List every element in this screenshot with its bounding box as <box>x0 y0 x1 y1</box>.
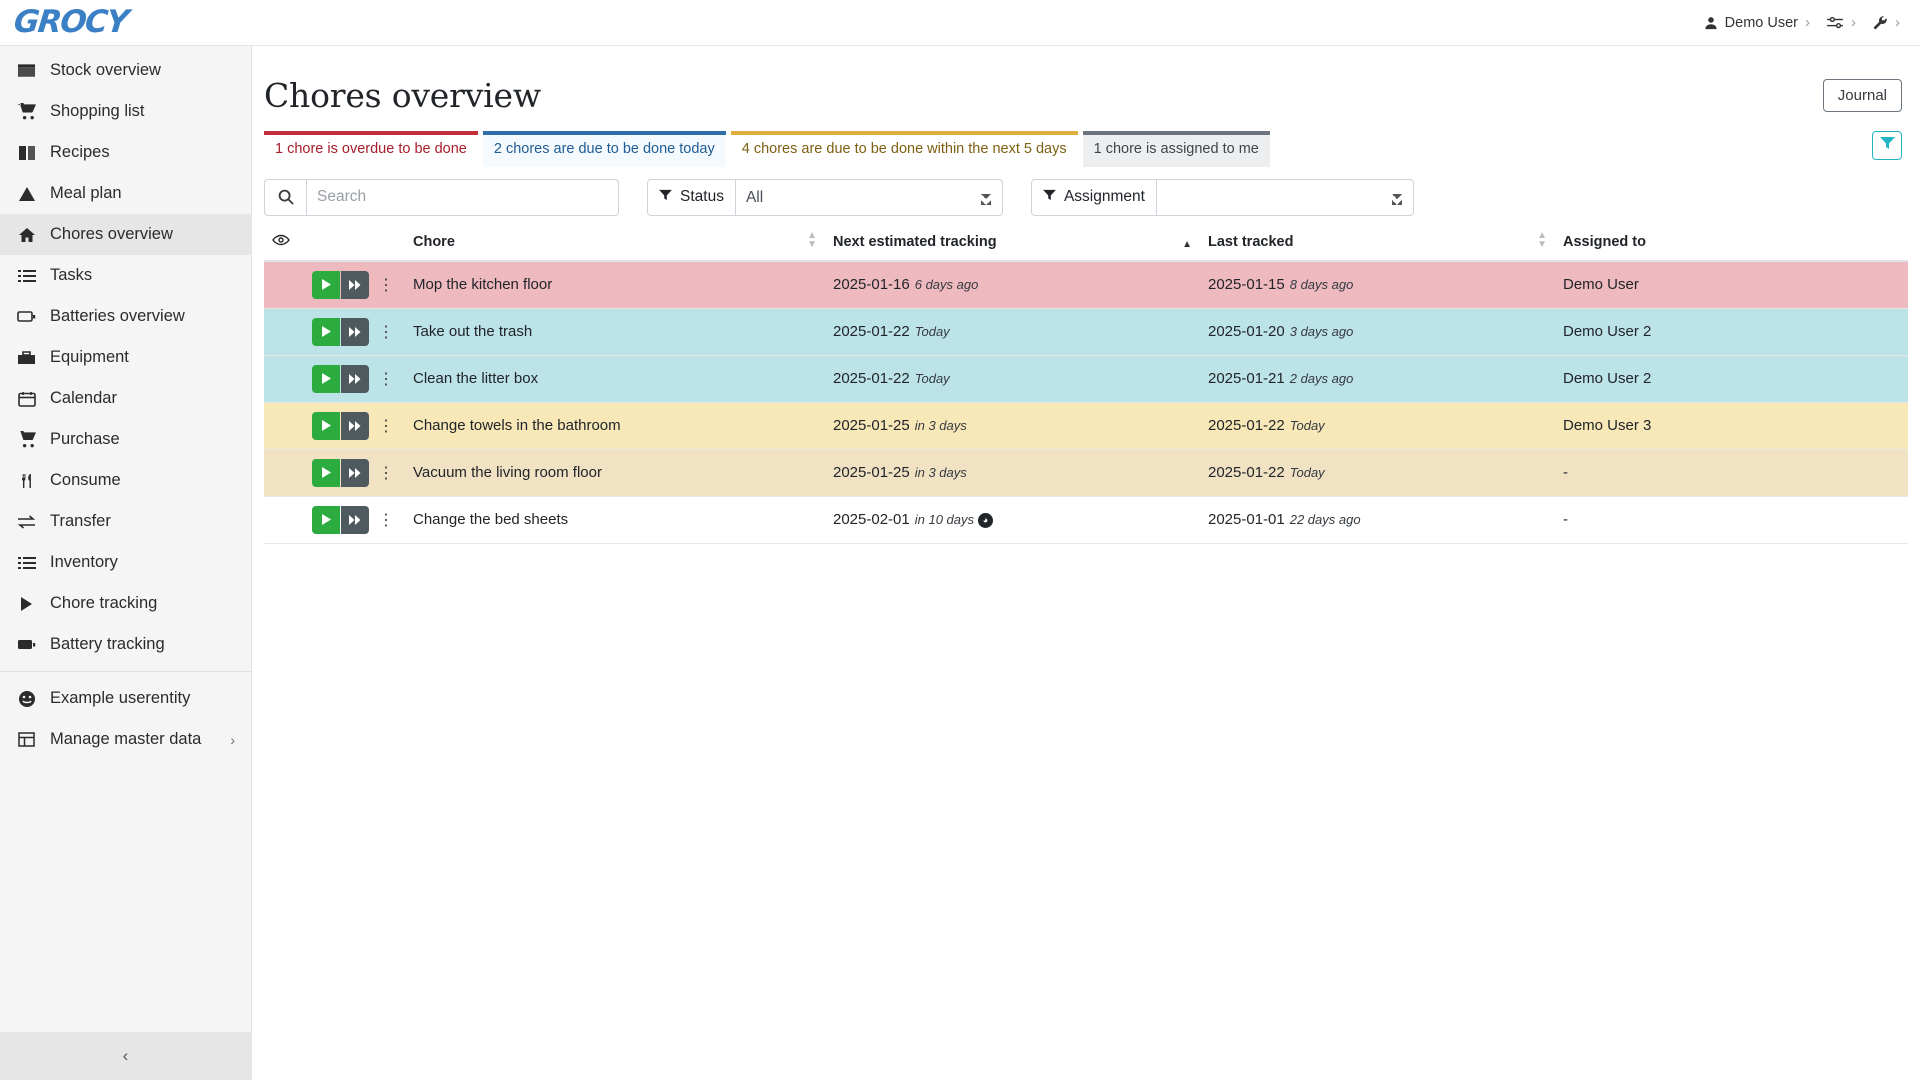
book-icon <box>16 145 37 161</box>
last-date: 2025-01-22 <box>1208 464 1285 482</box>
chores-table-body <box>264 261 1908 544</box>
fork-knife-icon <box>16 473 37 489</box>
sidebar-item-label: Battery tracking <box>50 635 165 653</box>
sidebar-item-label: Manage master data <box>50 730 202 748</box>
top-bar <box>0 0 1920 46</box>
chores-table-head <box>264 228 1908 261</box>
column-chore[interactable] <box>405 228 825 261</box>
track-chore-button[interactable] <box>312 271 340 299</box>
last-relative: Today <box>1289 465 1325 481</box>
sidebar-item-manage-master-data[interactable] <box>0 719 251 760</box>
assignment-filter-select[interactable] <box>1156 179 1414 216</box>
journal-button[interactable]: Journal <box>1823 79 1902 112</box>
sidebar-item-transfer[interactable] <box>0 501 251 542</box>
row-menu-button[interactable]: ⋮ <box>378 276 394 294</box>
clipboard-icon <box>16 556 37 570</box>
chevron-right-icon: › <box>1851 14 1856 31</box>
last-date: 2025-01-20 <box>1208 323 1285 341</box>
assignment-filter-group <box>1031 179 1414 216</box>
battery-charging-icon <box>16 638 37 651</box>
sidebar-item-label: Meal plan <box>50 184 122 202</box>
next-relative: in 3 days <box>914 465 967 481</box>
eye-icon <box>272 234 290 250</box>
play-icon <box>16 596 37 612</box>
table-header-row <box>264 228 1908 261</box>
chevron-right-icon: › <box>230 731 235 748</box>
next-estimated-tracking <box>825 402 1200 449</box>
box-icon <box>16 63 37 79</box>
battery-icon <box>16 310 37 323</box>
chart-icon <box>16 186 37 202</box>
status-filter-label-text: Status <box>680 188 724 206</box>
sidebar-item-consume[interactable] <box>0 460 251 501</box>
next-relative: Today <box>914 324 950 340</box>
brand-logo-container[interactable] <box>0 0 252 45</box>
status-badge-due-soon[interactable]: 4 chores are due to be done within the next 5 days <box>731 131 1078 167</box>
last-date: 2025-01-21 <box>1208 370 1285 388</box>
skip-chore-button[interactable] <box>341 459 369 487</box>
skip-chore-button[interactable] <box>341 412 369 440</box>
next-relative: Today <box>914 371 950 387</box>
sidebar-item-label: Equipment <box>50 348 129 366</box>
grocy-logo: GROCY <box>12 4 130 40</box>
row-action-group <box>312 271 397 299</box>
column-visibility-toggle[interactable] <box>264 228 304 261</box>
next-relative: in 3 days <box>914 418 967 434</box>
last-relative: 3 days ago <box>1289 324 1354 340</box>
column-assigned-to[interactable] <box>1555 228 1908 261</box>
next-relative: in 10 days <box>914 512 974 528</box>
sidebar-item-label: Batteries overview <box>50 307 185 325</box>
filter-icon <box>1880 136 1895 155</box>
sidebar-item-label: Calendar <box>50 389 117 407</box>
row-actions <box>304 449 405 496</box>
status-badge-due-today[interactable]: 2 chores are due to be done today <box>483 131 726 167</box>
last-tracked <box>1200 261 1555 309</box>
table-row[interactable] <box>264 308 1908 355</box>
user-icon <box>1704 16 1718 30</box>
wrench-icon <box>1872 15 1888 31</box>
assigned-to: Demo User 2 <box>1555 308 1908 355</box>
toolbox-icon <box>16 350 37 365</box>
cart-icon <box>16 103 37 120</box>
sidebar-item-purchase[interactable] <box>0 419 251 460</box>
row-spacer <box>264 355 304 402</box>
row-menu-button[interactable]: ⋮ <box>378 370 394 388</box>
sidebar-item-stock-overview[interactable] <box>0 50 251 91</box>
cart-plus-icon <box>16 431 37 448</box>
row-menu-button[interactable]: ⋮ <box>378 417 394 435</box>
row-action-group <box>312 365 397 393</box>
chores-table <box>264 228 1908 544</box>
row-actions <box>304 355 405 402</box>
status-filter-select[interactable] <box>735 179 1003 216</box>
sidebar-item-chores-overview[interactable] <box>0 214 251 255</box>
chevron-right-icon: › <box>1805 14 1810 31</box>
sidebar-divider <box>0 671 251 672</box>
row-actions <box>304 308 405 355</box>
sort-indicator: ▲ ▼ <box>807 229 817 250</box>
chore-name: Clean the litter box <box>405 355 825 402</box>
last-relative: 22 days ago <box>1289 512 1361 528</box>
column-chore-label: Chore <box>413 233 455 250</box>
last-tracked <box>1200 355 1555 402</box>
smiley-icon <box>16 690 37 708</box>
table-row[interactable] <box>264 355 1908 402</box>
row-spacer <box>264 402 304 449</box>
column-next-estimated-tracking-label: Next estimated tracking <box>833 233 997 250</box>
row-action-group <box>312 412 397 440</box>
sort-indicator: ▲ ▼ <box>1537 229 1547 250</box>
main-content <box>252 46 1920 1080</box>
list-icon <box>16 269 37 283</box>
assigned-to: - <box>1555 496 1908 543</box>
row-spacer <box>264 308 304 355</box>
assignment-filter-label <box>1031 179 1156 216</box>
table-row[interactable] <box>264 449 1908 496</box>
next-date: 2025-01-22 <box>833 370 910 388</box>
chore-name: Take out the trash <box>405 308 825 355</box>
sidebar-item-battery-tracking[interactable] <box>0 624 251 665</box>
row-action-group <box>312 318 397 346</box>
column-actions <box>304 228 405 261</box>
skip-chore-button[interactable] <box>341 506 369 534</box>
clock-icon: ◕ <box>978 513 993 528</box>
next-date: 2025-02-01 <box>833 511 910 529</box>
user-name: Demo User <box>1724 14 1798 31</box>
next-estimated-tracking <box>825 355 1200 402</box>
sidebar-item-batteries-overview[interactable] <box>0 296 251 337</box>
sidebar-item-label: Purchase <box>50 430 120 448</box>
track-chore-button[interactable] <box>312 365 340 393</box>
last-tracked <box>1200 449 1555 496</box>
sidebar-item-tasks[interactable] <box>0 255 251 296</box>
track-chore-button[interactable] <box>312 506 340 534</box>
sidebar-item-shopping-list[interactable] <box>0 91 251 132</box>
sidebar-item-label: Inventory <box>50 553 118 571</box>
filter-toggle-button[interactable] <box>1872 131 1902 160</box>
status-chip-row <box>252 131 1920 167</box>
last-relative: Today <box>1289 418 1325 434</box>
calendar-icon <box>16 391 37 407</box>
topbar-right-group <box>1696 9 1920 37</box>
filter-bar <box>252 169 1920 226</box>
sidebar-item-label: Chore tracking <box>50 594 158 612</box>
chores-table-wrapper <box>252 226 1920 544</box>
search-icon <box>264 179 306 216</box>
row-action-group <box>312 459 397 487</box>
last-relative: 2 days ago <box>1289 371 1354 387</box>
next-estimated-tracking <box>825 449 1200 496</box>
last-relative: 8 days ago <box>1289 277 1354 293</box>
next-date: 2025-01-25 <box>833 417 910 435</box>
body-wrapper <box>0 46 1920 1080</box>
tools-menu[interactable] <box>1864 9 1908 37</box>
sidebar-item-recipes[interactable] <box>0 132 251 173</box>
skip-chore-button[interactable] <box>341 365 369 393</box>
chore-name: Vacuum the living room floor <box>405 449 825 496</box>
assigned-to: Demo User <box>1555 261 1908 309</box>
search-group <box>264 179 619 216</box>
column-assigned-to-label: Assigned to <box>1563 233 1646 250</box>
table-row[interactable] <box>264 402 1908 449</box>
row-spacer <box>264 449 304 496</box>
sidebar-item-label: Transfer <box>50 512 111 530</box>
sidebar-collapse-button[interactable] <box>0 1032 251 1080</box>
column-last-tracked-label: Last tracked <box>1208 233 1294 250</box>
sidebar-nav <box>0 46 251 760</box>
sidebar-item-example-userentity[interactable] <box>0 678 251 719</box>
sidebar-item-chore-tracking[interactable] <box>0 583 251 624</box>
last-date: 2025-01-22 <box>1208 417 1285 435</box>
chore-name: Mop the kitchen floor <box>405 261 825 309</box>
chore-name: Change towels in the bathroom <box>405 402 825 449</box>
assigned-to: - <box>1555 449 1908 496</box>
last-tracked <box>1200 308 1555 355</box>
next-date: 2025-01-22 <box>833 323 910 341</box>
sidebar-item-label: Stock overview <box>50 61 161 79</box>
assignment-filter-label-text: Assignment <box>1063 188 1145 206</box>
last-tracked <box>1200 402 1555 449</box>
track-chore-button[interactable] <box>312 318 340 346</box>
row-menu-button[interactable]: ⋮ <box>378 511 394 529</box>
sidebar-item-label: Chores overview <box>50 225 173 243</box>
row-action-group <box>312 506 397 534</box>
track-chore-button[interactable] <box>312 459 340 487</box>
next-estimated-tracking <box>825 496 1200 543</box>
settings-menu[interactable] <box>1818 9 1864 36</box>
next-date: 2025-01-25 <box>833 464 910 482</box>
chevron-left-icon: ‹ <box>122 1046 129 1065</box>
chevron-right-icon: › <box>1895 14 1900 31</box>
filter-icon <box>659 188 672 206</box>
user-menu[interactable] <box>1696 9 1818 37</box>
skip-chore-button[interactable] <box>341 318 369 346</box>
skip-chore-button[interactable] <box>341 271 369 299</box>
grid-icon <box>16 732 37 747</box>
exchange-icon <box>16 515 37 529</box>
status-filter-group <box>647 179 1003 216</box>
sidebar-item-calendar[interactable] <box>0 378 251 419</box>
row-actions <box>304 496 405 543</box>
sidebar-item-label: Recipes <box>50 143 110 161</box>
row-actions <box>304 261 405 309</box>
table-row[interactable] <box>264 496 1908 543</box>
sidebar-item-label: Consume <box>50 471 121 489</box>
sidebar-item-label: Tasks <box>50 266 93 284</box>
row-menu-button[interactable]: ⋮ <box>378 323 394 341</box>
last-date: 2025-01-01 <box>1208 511 1285 529</box>
table-row[interactable] <box>264 261 1908 309</box>
row-spacer <box>264 261 304 309</box>
sidebar-item-label: Shopping list <box>50 102 145 120</box>
column-next-estimated-tracking[interactable] <box>825 228 1200 261</box>
last-tracked <box>1200 496 1555 543</box>
sidebar-item-meal-plan[interactable] <box>0 173 251 214</box>
status-badge-assigned-to-me[interactable]: 1 chore is assigned to me <box>1083 131 1270 167</box>
home-icon <box>16 227 37 243</box>
sidebar-item-label: Example userentity <box>50 689 191 707</box>
filter-icon <box>1043 188 1056 206</box>
assigned-to: Demo User 2 <box>1555 355 1908 402</box>
status-filter-label <box>647 179 735 216</box>
next-relative: 6 days ago <box>914 277 979 293</box>
chore-name: Change the bed sheets <box>405 496 825 543</box>
row-actions <box>304 402 405 449</box>
next-estimated-tracking <box>825 261 1200 309</box>
page-header <box>252 46 1920 127</box>
status-badge-overdue[interactable]: 1 chore is overdue to be done <box>264 131 478 167</box>
search-input[interactable] <box>306 179 619 216</box>
sort-indicator-active: ▲ <box>1182 238 1192 250</box>
sidebar <box>0 46 252 1080</box>
row-spacer <box>264 496 304 543</box>
sliders-icon <box>1826 16 1844 30</box>
sidebar-item-inventory[interactable] <box>0 542 251 583</box>
sidebar-item-equipment[interactable] <box>0 337 251 378</box>
track-chore-button[interactable] <box>312 412 340 440</box>
next-estimated-tracking <box>825 308 1200 355</box>
column-last-tracked[interactable] <box>1200 228 1555 261</box>
next-date: 2025-01-16 <box>833 276 910 294</box>
last-date: 2025-01-15 <box>1208 276 1285 294</box>
row-menu-button[interactable]: ⋮ <box>378 464 394 482</box>
page-title: Chores overview <box>264 76 541 115</box>
assigned-to: Demo User 3 <box>1555 402 1908 449</box>
